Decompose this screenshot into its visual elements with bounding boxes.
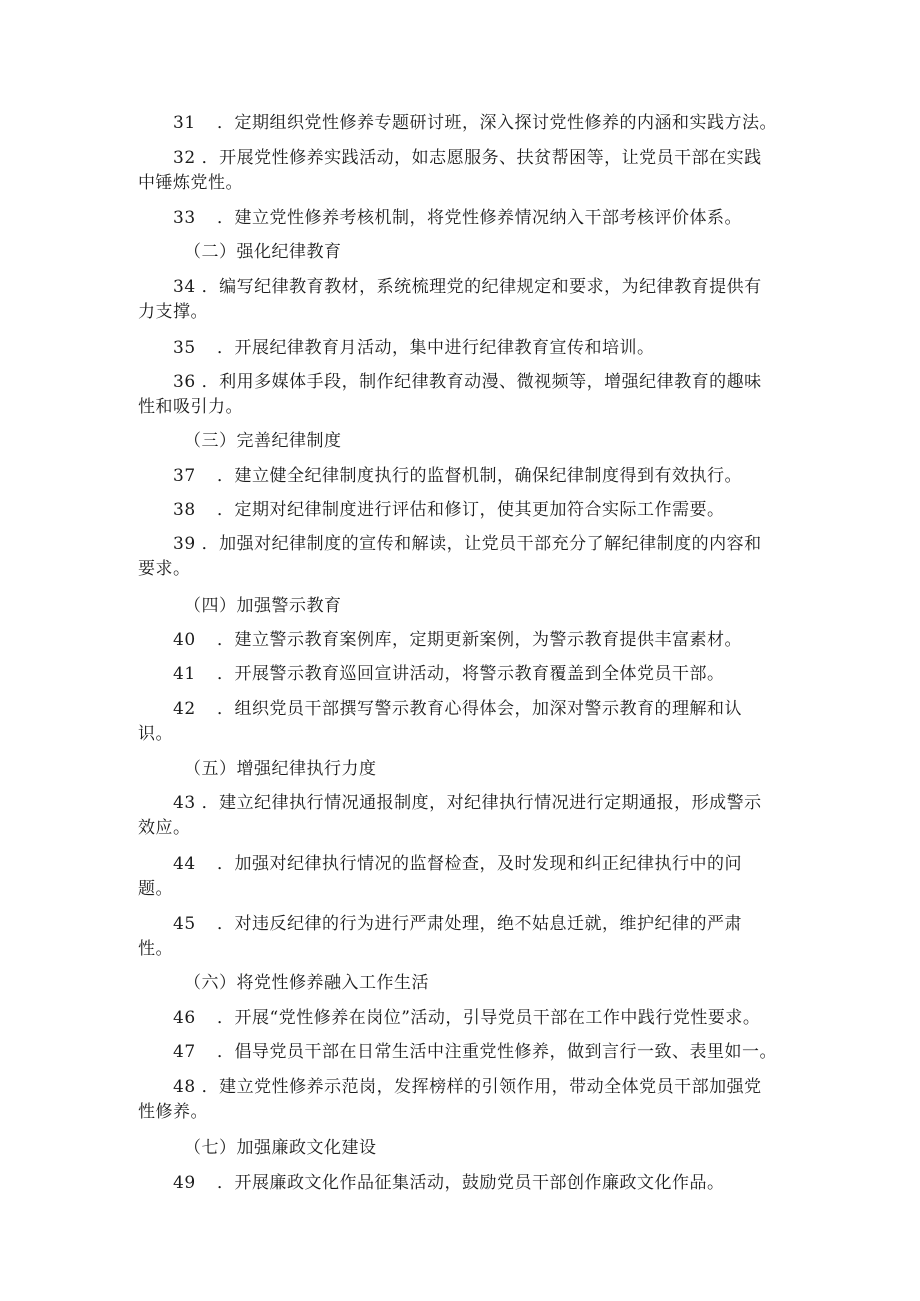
list-item [173, 1007, 760, 1029]
item-number: 46 [173, 1008, 196, 1028]
item-number: 38 [173, 500, 196, 520]
list-item [173, 792, 762, 814]
item-number: 48 [173, 1077, 196, 1097]
item-number: 32 [173, 148, 196, 168]
item-text: ．开展警示教育巡回宣讲活动，将警示教育覆盖到全体党员干部。 [217, 664, 725, 684]
item-text: ．开展廉政文化作品征集活动，鼓励党员干部创作廉政文化作品。 [217, 1173, 725, 1193]
section-heading: （五）增强纪律执行力度 [184, 759, 377, 779]
list-item [173, 276, 762, 298]
item-text: ．加强对纪律制度的宣传和解读，让党员干部充分了解纪律制度的内容和 [201, 534, 762, 554]
item-text: ．开展党性修养实践活动，如志愿服务、扶贫帮困等，让党员干部在实践 [201, 148, 762, 168]
item-text: ．定期对纪律制度进行评估和修订，使其更加符合实际工作需要。 [217, 500, 725, 520]
item-continuation: 识。 [138, 724, 173, 744]
item-text: ．利用多媒体手段，制作纪律教育动漫、微视频等，增强纪律教育的趣味 [201, 372, 762, 392]
list-item [173, 337, 655, 359]
list-item [173, 465, 742, 487]
item-number: 47 [173, 1042, 196, 1062]
item-number: 45 [173, 914, 196, 934]
item-number: 44 [173, 854, 196, 874]
item-number: 42 [173, 699, 196, 719]
section-heading: （七）加强廉政文化建设 [184, 1138, 377, 1158]
item-text: ．组织党员干部撰写警示教育心得体会，加深对警示教育的理解和认 [217, 699, 742, 719]
item-text: ．对违反纪律的行为进行严肃处理，绝不姑息迁就，维护纪律的严肃 [217, 914, 742, 934]
item-continuation: 效应。 [138, 818, 191, 838]
item-number: 49 [173, 1173, 196, 1193]
item-number: 40 [173, 630, 196, 650]
item-continuation: 性。 [138, 939, 173, 959]
list-item [173, 371, 762, 393]
item-continuation: 性和吸引力。 [138, 397, 243, 417]
list-item [173, 147, 762, 169]
list-item [173, 1172, 725, 1194]
item-text: ．编写纪律教育教材，系统梳理党的纪律规定和要求，为纪律教育提供有 [201, 277, 762, 297]
item-number: 34 [173, 277, 196, 297]
list-item [173, 663, 725, 685]
item-text: ．定期组织党性修养专题研讨班，深入探讨党性修养的内涵和实践方法。 [217, 113, 777, 133]
item-text: ．建立党性修养示范岗，发挥榜样的引领作用，带动全体党员干部加强党 [201, 1077, 762, 1097]
item-continuation: 要求。 [138, 559, 191, 579]
item-continuation: 性修养。 [138, 1102, 208, 1122]
item-text: ．开展“党性修养在岗位”活动，引导党员干部在工作中践行党性要求。 [217, 1008, 761, 1028]
list-item [173, 853, 742, 875]
list-item [173, 112, 777, 134]
list-item [173, 698, 742, 720]
item-number: 35 [173, 338, 196, 358]
item-text: ．倡导党员干部在日常生活中注重党性修养，做到言行一致、表里如一。 [217, 1042, 777, 1062]
list-item [173, 533, 762, 555]
item-number: 39 [173, 534, 196, 554]
list-item [173, 207, 742, 229]
item-continuation: 力支撑。 [138, 302, 208, 322]
section-heading: （四）加强警示教育 [184, 596, 342, 616]
section-heading: （六）将党性修养融入工作生活 [184, 973, 429, 993]
item-continuation: 题。 [138, 879, 173, 899]
list-item [173, 499, 725, 521]
section-heading: （二）强化纪律教育 [184, 242, 342, 262]
section-heading: （三）完善纪律制度 [184, 431, 342, 451]
item-number: 37 [173, 466, 196, 486]
item-text: ．建立健全纪律制度执行的监督机制，确保纪律制度得到有效执行。 [217, 466, 742, 486]
list-item [173, 1041, 777, 1063]
item-number: 36 [173, 372, 196, 392]
item-text: ．建立党性修养考核机制，将党性修养情况纳入干部考核评价体系。 [217, 208, 742, 228]
item-number: 43 [173, 793, 196, 813]
list-item [173, 629, 742, 651]
list-item [173, 1076, 762, 1098]
item-text: ．建立纪律执行情况通报制度，对纪律执行情况进行定期通报，形成警示 [201, 793, 762, 813]
item-text: ．加强对纪律执行情况的监督检查，及时发现和纠正纪律执行中的问 [217, 854, 742, 874]
item-continuation: 中锤炼党性。 [138, 173, 243, 193]
list-item [173, 913, 742, 935]
item-number: 41 [173, 664, 196, 684]
item-number: 31 [173, 113, 196, 133]
item-text: ．开展纪律教育月活动，集中进行纪律教育宣传和培训。 [217, 338, 655, 358]
item-text: ．建立警示教育案例库，定期更新案例，为警示教育提供丰富素材。 [217, 630, 742, 650]
item-number: 33 [173, 208, 196, 228]
